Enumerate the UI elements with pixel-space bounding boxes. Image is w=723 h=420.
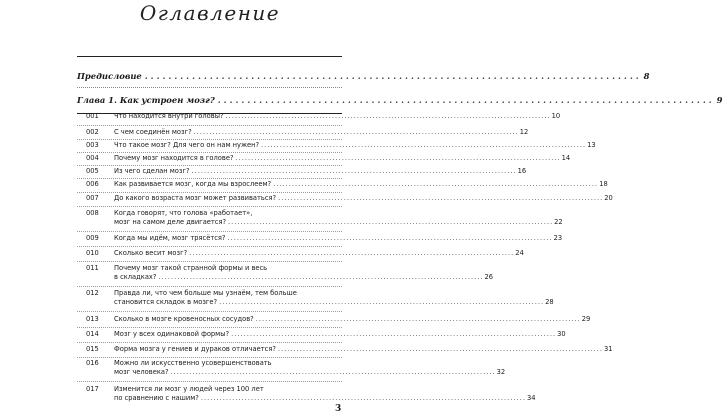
- entry-divider: [77, 311, 342, 312]
- entry-divider: [77, 381, 342, 382]
- entry-divider: [77, 246, 342, 247]
- toc-entry-number: 005: [86, 167, 99, 175]
- toc-entry-page: 16: [517, 167, 527, 175]
- toc-entry-page: 30: [557, 330, 566, 338]
- toc-entry-page: 32: [496, 368, 506, 376]
- toc-entry-number: 014: [86, 330, 99, 338]
- toc-entry-body: [114, 249, 524, 258]
- toc-entry-number: 012: [86, 289, 99, 297]
- toc-section-label: Глава 1. Как устроен мозг?: [77, 95, 215, 105]
- toc-entry-number: 008: [86, 209, 99, 217]
- toc-entry-body: [114, 315, 591, 324]
- entry-divider: [77, 125, 342, 126]
- toc-entry-title: С чем соединён мозг?: [114, 128, 192, 136]
- toc-section-chapter-1[interactable]: [77, 95, 723, 105]
- toc-entry-page: 10: [551, 112, 561, 120]
- entry-divider: [77, 178, 342, 179]
- toc-entry-number: 013: [86, 315, 99, 323]
- toc-entry-title: Форма мозга у гениев и дураков отличается?: [114, 345, 276, 353]
- dot-leader: ........................................................................................................: [227, 234, 553, 242]
- toc-section-page: 8: [643, 71, 650, 81]
- toc-entry-title: становится складок в мозге?: [114, 298, 218, 306]
- toc-entry-title: Когда мы идём, мозг трясётся?: [114, 234, 226, 242]
- dot-leader: ........................................................................................................: [200, 394, 526, 402]
- entry-divider: [77, 261, 342, 262]
- dot-leader: ........................................................................................................: [193, 128, 519, 136]
- toc-entry-page: 31: [604, 345, 613, 353]
- toc-entry-title-line: Изменится ли мозг у людей через 100 лет: [114, 385, 264, 393]
- entry-divider: [77, 231, 342, 232]
- toc-entry-number: 016: [86, 359, 99, 367]
- toc-entry-page: 28: [545, 298, 554, 306]
- toc-entry-title: Мозг у всех одинаковой формы?: [114, 330, 230, 338]
- toc-entry-page: 24: [515, 249, 524, 257]
- toc-entry-page: 22: [554, 218, 563, 226]
- entry-divider: [77, 286, 342, 287]
- toc-entry-number: 009: [86, 234, 99, 242]
- toc-entry-body: [114, 167, 527, 176]
- dot-leader: ........................................................................................................: [158, 273, 484, 281]
- toc-section-page: 9: [716, 95, 723, 105]
- toc-entry-number: 006: [86, 180, 99, 188]
- dot-leader: ........................................................................................................: [273, 180, 599, 188]
- entry-divider: [77, 152, 342, 153]
- dot-leader: ....................................................................................: [217, 95, 715, 105]
- entry-divider: [77, 139, 342, 140]
- toc-entry-title-line: Почему мозг такой странной формы и весь: [114, 264, 268, 272]
- toc-entry-page: 13: [587, 141, 596, 149]
- dot-leader: ........................................................................................................: [261, 141, 587, 149]
- entry-divider: [77, 327, 342, 328]
- toc-entry-title: мозг на самом деле двигается?: [114, 218, 227, 226]
- toc-entry-title-line: Можно ли искусственно усовершенствовать: [114, 359, 272, 367]
- toc-section-preface[interactable]: [77, 71, 650, 81]
- toc-entry-body: [114, 345, 613, 354]
- entry-divider: [77, 357, 342, 358]
- toc-entry-body: [114, 194, 613, 203]
- toc-entry-body: [114, 154, 571, 163]
- dot-leader: ........................................................................................................: [278, 194, 604, 202]
- toc-entry-number: 003: [86, 141, 99, 149]
- dot-leader: ........................................................................................................: [235, 154, 561, 162]
- toc-entry-body: [114, 112, 561, 121]
- toc-entry-title: Из чего сделан мозг?: [114, 167, 190, 175]
- entry-divider: [77, 206, 342, 207]
- toc-entry-title: До какого возраста мозг может развиваться?: [114, 194, 277, 202]
- section-divider: [77, 87, 342, 88]
- toc-entry-number: 002: [86, 128, 99, 136]
- entry-divider: [77, 165, 342, 166]
- entry-divider: [77, 192, 342, 193]
- dot-leader: ........................................................................................................: [228, 218, 554, 226]
- toc-entry-number: 004: [86, 154, 99, 162]
- toc-entry-title-line: Когда говорят, что голова «работает»,: [114, 209, 253, 217]
- dot-leader: ........................................................................................................: [191, 167, 517, 175]
- toc-entry-body: [114, 330, 566, 339]
- toc-entry-title: Что такое мозг? Для чего он нам нужен?: [114, 141, 260, 149]
- dot-leader: ........................................................................................................: [277, 345, 604, 353]
- toc-entry-page: 23: [553, 234, 563, 242]
- dot-leader: ........................................................................................................: [225, 112, 551, 120]
- dot-leader: ....................................................................................: [144, 71, 642, 81]
- toc-entry-body: [114, 209, 563, 227]
- toc-entry-title: по сравнению с нашим?: [114, 394, 199, 402]
- toc-entry-page: 29: [581, 315, 591, 323]
- toc-entry-number: 001: [86, 112, 99, 120]
- toc-entry-page: 26: [484, 273, 494, 281]
- page-title: Оглавление: [139, 1, 281, 25]
- toc-entry-number: 010: [86, 249, 99, 257]
- page-number: 3: [335, 404, 342, 414]
- dot-leader: ........................................................................................................: [189, 249, 515, 257]
- toc-entry-page: 34: [526, 394, 536, 402]
- toc-entry-title-line: Правда ли, что чем больше мы узнаём, тем больше: [114, 289, 297, 297]
- toc-entry-page: 12: [519, 128, 529, 136]
- toc-entry-body: [114, 385, 536, 403]
- toc-entry-title: в складках?: [114, 273, 157, 281]
- toc-entry-page: 20: [604, 194, 613, 202]
- toc-entry-page: 14: [561, 154, 571, 162]
- toc-entry-body: [114, 264, 494, 282]
- dot-leader: ........................................................................................................: [255, 315, 581, 323]
- toc-entry-body: [114, 180, 608, 189]
- toc-entry-body: [114, 128, 529, 137]
- toc-entry-title: Почему мозг находится в голове?: [114, 154, 234, 162]
- entry-divider: [77, 342, 342, 343]
- dot-leader: ........................................................................................................: [170, 368, 496, 376]
- top-divider: [77, 56, 342, 57]
- toc-entry-title: Сколько весит мозг?: [114, 249, 188, 257]
- toc-section-label: Предисловие: [77, 71, 142, 81]
- toc-entry-title: Как развивается мозг, когда мы взрослеем?: [114, 180, 272, 188]
- toc-entry-number: 015: [86, 345, 99, 353]
- toc-entry-body: [114, 359, 506, 377]
- toc-entry-page: 18: [599, 180, 608, 188]
- toc-entry-body: [114, 141, 596, 150]
- toc-entry-title: мозг человека?: [114, 368, 169, 376]
- dot-leader: ........................................................................................................: [231, 330, 557, 338]
- toc-entry-body: [114, 289, 554, 307]
- toc-entry-number: 007: [86, 194, 99, 202]
- dot-leader: ........................................................................................................: [219, 298, 545, 306]
- toc-entry-title: Сколько в мозге кровеносных сосудов?: [114, 315, 254, 323]
- toc-entry-number: 017: [86, 385, 99, 393]
- toc-entry-title: Что находится внутри головы?: [114, 112, 224, 120]
- toc-entry-body: [114, 234, 563, 243]
- toc-entry-number: 011: [86, 264, 99, 272]
